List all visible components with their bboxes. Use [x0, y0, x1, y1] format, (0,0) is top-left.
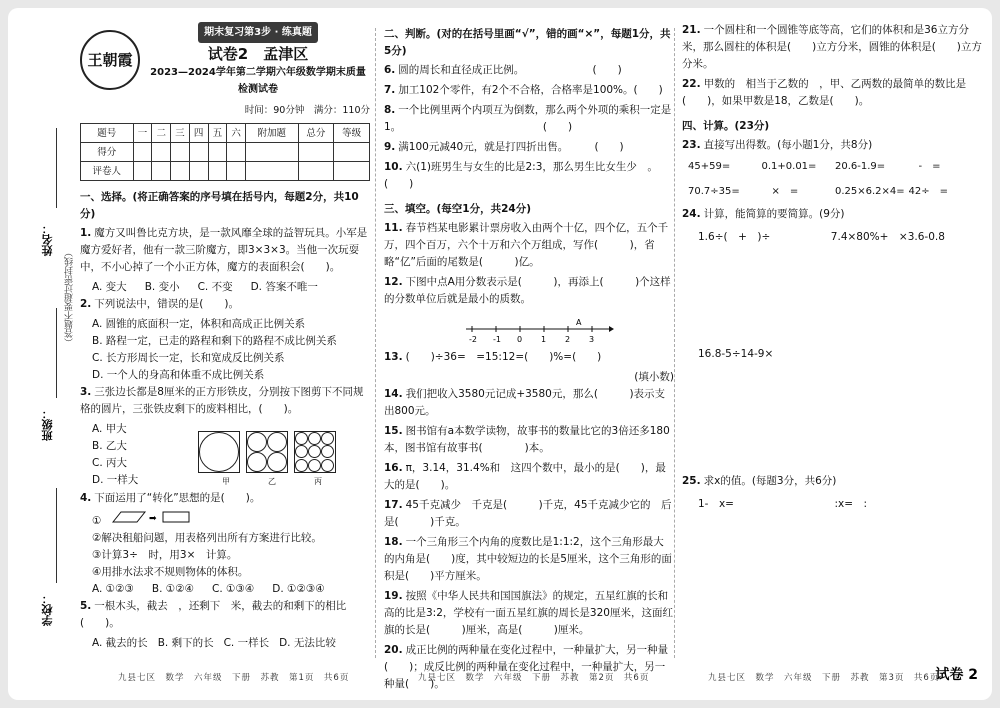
- tick-label: 3: [589, 335, 595, 343]
- time-info: 时间：90分钟 满分：110分: [244, 105, 370, 116]
- figure-yi: [246, 431, 288, 473]
- question-text: 一根木头，截去 ，还剩下 米，截去的和剩下的相比( )。: [80, 600, 347, 629]
- question-7: 7. 加工102个零件，有2个不合格，合格率是100%。( ): [384, 84, 663, 96]
- score-header: 总分: [298, 124, 334, 143]
- option-c[interactable]: C. 一样长: [223, 637, 270, 649]
- score-row-label: 评卷人: [81, 162, 134, 181]
- option-a[interactable]: A. 圆锥的底面积一定，体积和高成正比例关系: [92, 318, 306, 330]
- score-cell[interactable]: [246, 162, 299, 181]
- question-24: 24. 计算，能简算的要简算。(9分): [682, 208, 845, 220]
- question-text: 直接写出得数。(每小题1分，共8分): [703, 139, 873, 151]
- school-label: 学校：: [41, 593, 54, 626]
- question-text: ( )÷36= =15:12=( )%=( ): [405, 351, 602, 363]
- question-text: 满100元减40元，就是打四折出售。 ( ): [398, 141, 624, 153]
- score-cell[interactable]: [133, 162, 152, 181]
- equation-item: :x= :: [823, 498, 868, 510]
- q4-item-4: ④用排水法求不规则物体的体积。: [92, 566, 249, 578]
- question-text: 三张边长都是8厘米的正方形铁皮，分别按下图剪下不同规格的圆片，三张铁皮剩下的废料相比，( )。: [80, 386, 364, 415]
- question-3: 3. 三张边长都是8厘米的正方形铁皮，分别按下图剪下不同规格的圆片，三张铁皮剩下的废料相比，( )。: [80, 386, 364, 415]
- question-text: 下面运用了“转化”思想的是( )。: [94, 492, 261, 504]
- question-text: π，3.14，31.4%和 这四个数中，最小的是( )，最大的是( )。: [384, 462, 666, 491]
- question-text: 下图中点A用分数表示是( )，再添上( )个这样的分数单位后就是最小的质数。: [384, 276, 671, 305]
- score-cell[interactable]: [227, 143, 246, 162]
- score-cell[interactable]: [298, 162, 334, 181]
- option-a[interactable]: A. 截去的长: [92, 637, 148, 649]
- question-text: 求x的值。(每题3分，共6分): [703, 475, 837, 487]
- tick-label: -2: [469, 335, 477, 343]
- class-label: 班级：: [41, 408, 54, 441]
- equation-item: 1- x=: [698, 498, 734, 510]
- section-2-title: 二、判断。(对的在括号里画“√”，错的画“×”，每题1分，共5分): [384, 28, 671, 57]
- question-11: 11. 春节档某电影累计票房收入由两个十亿，四个亿，五个千万，四个百万，六个十万和六个万组成，写作( )，省略“亿”后面的尾数是( )亿。: [384, 222, 669, 268]
- paper-title: 试卷2 孟津区: [207, 45, 309, 63]
- option-b[interactable]: B. 变小: [144, 281, 180, 293]
- school-line: [56, 488, 57, 583]
- score-cell[interactable]: [208, 143, 227, 162]
- column-1: [80, 22, 370, 652]
- score-header: 附加题: [246, 124, 299, 143]
- question-text: 春节档某电影累计票房收入由两个十亿，四个亿，五个千万，四个百万，六个十万和六个万组成，写作( )，省略“亿”后面的尾数是( )亿。: [384, 222, 669, 268]
- question-6: 6. 圆的周长和直径成正比例。 ( ): [384, 64, 622, 76]
- score-cell[interactable]: [189, 162, 208, 181]
- option-a[interactable]: A. 甲大: [92, 423, 127, 435]
- section-1-title: 一、选择。(将正确答案的序号填在括号内，每题2分，共10分): [80, 191, 359, 220]
- calc-item: 20.6-1.9=: [835, 161, 886, 172]
- score-cell[interactable]: [334, 143, 370, 162]
- caption: 甲: [222, 477, 230, 486]
- score-cell[interactable]: [133, 143, 152, 162]
- score-header: 等级: [334, 124, 370, 143]
- question-text: 成正比例的两种量在变化过程中，一种量扩大，另一种量( )；成反比例的两种量在变化过程中，一种量扩大，另一种量( )。: [384, 644, 669, 690]
- parallelogram-to-rectangle-figure: [105, 510, 195, 524]
- question-1: 1. 魔方又叫鲁比克方块，是一款风靡全球的益智玩具。小军是魔方爱好者，他有一款三阶魔方，即3×3×3。当他一次玩耍中，不小心掉了一个小正方体，魔方的表面积会( )。: [80, 227, 368, 273]
- tick-label: 1: [541, 335, 547, 343]
- question-text: 按照《中华人民共和国国旗法》的规定，五星红旗的长和高的比是3:2，学校有一面五星红旗的周长是320厘米，这面红旗的长是( )厘米，高是( )厘米。: [384, 590, 673, 636]
- option-c[interactable]: C. ①③④: [212, 583, 255, 595]
- question-text: 一个三角形三个内角的度数比是1:1:2，这个三角形最大的内角是( )度，其中较短边的长是5厘米，这个三角形的面积是( )平方厘米。: [384, 536, 672, 582]
- option-b[interactable]: B. 路程一定，已走的路程和剩下的路程不成比例关系: [92, 335, 337, 347]
- option-d[interactable]: D. ①②③④: [272, 583, 325, 595]
- score-header: 五: [208, 124, 227, 143]
- caption: 乙: [268, 477, 276, 486]
- question-text: 甲数的 相当于乙数的 ，甲、乙两数的最简单的数比是( )，如果甲数是18，乙数是( )。: [682, 78, 967, 107]
- calc-item: 45+59=: [688, 161, 731, 172]
- calc-item: 7.4×80%+ ×3.6-0.8: [830, 231, 945, 243]
- score-cell[interactable]: [334, 162, 370, 181]
- tick-label: 0: [517, 335, 523, 343]
- question-2: 2. 下列说法中，错误的是( )。: [80, 298, 239, 310]
- point-a-label: A: [576, 318, 582, 327]
- calc-item: × =: [761, 186, 799, 197]
- question-25: 25. 求x的值。(每题3分，共6分): [682, 475, 837, 487]
- step-badge: 期末复习第3步 · 练真题: [198, 22, 318, 43]
- calc-item: 1.6÷( + )÷: [698, 231, 781, 243]
- question-21: 21. 一个圆柱和一个圆锥等底等高，它们的体积和是36立方分米，那么圆柱的体积是( )立方分米，圆锥的体积是( )立方分米。: [682, 24, 982, 70]
- calc-item: 0.1+0.01=: [761, 161, 817, 172]
- name-label: 姓名：: [41, 223, 54, 256]
- question-14: 14. 我们把收入3580元记成+3580元，那么( )表示支出800元。: [384, 388, 666, 417]
- column-2: [384, 22, 674, 696]
- question-text: 圆的周长和直径成正比例。 ( ): [398, 64, 622, 76]
- question-text: 一个比例里两个内项互为倒数，那么两个外项的乘积一定是1。 ( ): [384, 104, 672, 133]
- exam-sheet: [8, 8, 992, 700]
- score-cell[interactable]: [246, 143, 299, 162]
- q24-row: [698, 229, 982, 246]
- column-divider: [674, 28, 675, 658]
- q4-item-2: ②解决租船问题，用表格列出所有方案进行比较。: [92, 532, 322, 544]
- header-banner: [80, 22, 370, 98]
- score-cell[interactable]: [189, 143, 208, 162]
- option-d[interactable]: D. 答案不唯一: [250, 281, 318, 293]
- circle-figures: [198, 431, 370, 473]
- question-text: 一个圆柱和一个圆锥等底等高，它们的体积和是36立方分米，那么圆柱的体积是( )立方分米，圆锥的体积是( )立方分米。: [682, 24, 982, 70]
- score-header: 六: [227, 124, 246, 143]
- svg-text:➡: ➡: [148, 514, 157, 524]
- footer-page-3: 九县七区 数学 六年级 下册 苏教 第3页 共6页: [708, 673, 940, 683]
- option-b[interactable]: B. 乙大: [92, 440, 127, 452]
- brand-logo: 王朝霞: [80, 30, 140, 90]
- score-cell[interactable]: [298, 143, 334, 162]
- binding-strip: [8, 8, 75, 700]
- score-header: 一: [133, 124, 152, 143]
- option-d[interactable]: D. 无法比较: [279, 637, 336, 649]
- footer-page-2: 九县七区 数学 六年级 下册 苏教 第2页 共6页: [418, 673, 650, 683]
- question-5: 5. 一根木头，截去 ，还剩下 米，截去的和剩下的相比( )。: [80, 600, 347, 629]
- question-16: 16. π，3.14，31.4%和 这四个数中，最小的是( )，最大的是( )。: [384, 462, 666, 491]
- score-cell[interactable]: [152, 143, 171, 162]
- question-17: 17. 45千克减少 千克是( )千克，45千克减少它的 后是( )千克。: [384, 499, 672, 528]
- question-text: 加工102个零件，有2个不合格，合格率是100%。( ): [398, 84, 663, 96]
- figure-bing: [294, 431, 336, 473]
- question-20: 20. 成正比例的两种量在变化过程中，一种量扩大，另一种量( )；成反比例的两种量在变化过程中，一种量扩大，另一种量( )。: [384, 644, 669, 690]
- question-text: 计算，能简算的要简算。(9分): [703, 208, 845, 220]
- question-text: 图书馆有a本数学读物，故事书的数量比它的3倍还多180本，图书馆有故事书( )本。: [384, 425, 670, 454]
- figure-jia: [198, 431, 240, 473]
- question-text: 下列说法中，错误的是( )。: [94, 298, 239, 310]
- question-text: 魔方又叫鲁比克方块，是一款风靡全球的益智玩具。小军是魔方爱好者，他有一款三阶魔方，即3×3×3。当他一次玩耍中，不小心掉了一个小正方体，魔方的表面积会( )。: [80, 227, 368, 273]
- option-b[interactable]: B. ①②④: [151, 583, 195, 595]
- score-row-label: 得分: [81, 143, 134, 162]
- seal-warning: （答题不要超过密封线）: [65, 248, 75, 347]
- option-c[interactable]: C. 丙大: [92, 457, 128, 469]
- score-cell[interactable]: [208, 162, 227, 181]
- score-header: 三: [171, 124, 190, 143]
- score-cell[interactable]: [171, 143, 190, 162]
- score-cell[interactable]: [152, 162, 171, 181]
- calc-item: 0.25×6.2×4=: [835, 186, 905, 197]
- question-12: 12. 下图中点A用分数表示是( )，再添上( )个这样的分数单位后就是最小的质数。: [384, 276, 671, 305]
- question-text: 我们把收入3580元记成+3580元，那么( )表示支出800元。: [384, 388, 666, 417]
- option-d[interactable]: D. 一样大: [92, 474, 139, 486]
- column-divider: [375, 28, 376, 658]
- oral-calc-grid: [688, 158, 982, 200]
- column-3: [682, 22, 982, 513]
- question-23: 23. 直接写出得数。(每小题1分，共8分): [682, 139, 873, 151]
- q4-item-1: ① ➡: [80, 510, 370, 530]
- tick-label: -1: [493, 335, 501, 343]
- score-cell[interactable]: [171, 162, 190, 181]
- option-a[interactable]: A. ①②③: [92, 583, 134, 595]
- score-header: 题号: [81, 124, 134, 143]
- question-15: 15. 图书馆有a本数学读物，故事书的数量比它的3倍还多180本，图书馆有故事书( )本。: [384, 425, 670, 454]
- paper-tag: 试卷 2: [935, 667, 978, 683]
- question-8: 8. 一个比例里两个内项互为倒数，那么两个外项的乘积一定是1。 ( ): [384, 104, 672, 133]
- section-4-title: 四、计算。(23分): [682, 120, 770, 132]
- option-c[interactable]: C. 不变: [197, 281, 233, 293]
- caption: 丙: [314, 477, 322, 486]
- calc-item: 16.8-5÷14-9×: [698, 348, 774, 360]
- calc-item: 70.7÷35=: [688, 186, 740, 197]
- option-b[interactable]: B. 剩下的长: [157, 637, 214, 649]
- calc-item: 42÷ =: [908, 186, 948, 197]
- footer-page-1: 九县七区 数学 六年级 下册 苏教 第1页 共6页: [118, 673, 350, 683]
- option-a[interactable]: A. 变大: [92, 281, 127, 293]
- section-3-title: 三、填空。(每空1分，共24分): [384, 203, 532, 215]
- score-header: 二: [152, 124, 171, 143]
- question-4: 4. 下面运用了“转化”思想的是( )。: [80, 492, 261, 504]
- option-c[interactable]: C. 长方形周长一定，长和宽成反比例关系: [92, 352, 285, 364]
- name-line: [56, 128, 57, 208]
- q13-note: (填小数): [634, 371, 674, 383]
- question-13: 13. ( )÷36= =15:12=( )%=( ): [384, 351, 602, 363]
- score-cell[interactable]: [227, 162, 246, 181]
- question-9: 9. 满100元减40元，就是打四折出售。 ( ): [384, 141, 624, 153]
- class-line: [56, 308, 57, 398]
- question-text: 六(1)班男生与女生的比是2:3，那么男生比女生少 。( ): [384, 161, 658, 190]
- question-10: 10. 六(1)班男生与女生的比是2:3，那么男生比女生少 。( ): [384, 161, 658, 190]
- question-18: 18. 一个三角形三个内角的度数比是1:1:2，这个三角形最大的内角是( )度，其中较短边的长是5厘米，这个三角形的面积是( )平方厘米。: [384, 536, 672, 582]
- paper-subtitle: 2023—2024学年第二学期六年级数学期末质量检测试卷: [150, 67, 366, 95]
- q25-row: [698, 496, 982, 513]
- option-d[interactable]: D. 一个人的身高和体重不成比例关系: [92, 369, 265, 381]
- calc-item: - =: [908, 161, 941, 172]
- score-header: 四: [189, 124, 208, 143]
- tick-label: 2: [565, 335, 571, 343]
- score-table: [80, 123, 370, 181]
- number-line: [464, 317, 614, 343]
- question-19: 19. 按照《中华人民共和国国旗法》的规定，五星红旗的长和高的比是3:2，学校有一面五星红旗的周长是320厘米，这面红旗的长是( )厘米，高是( )厘米。: [384, 590, 673, 636]
- q4-item-3: ③计算3÷ 时，用3× 计算。: [92, 549, 238, 561]
- question-text: 45千克减少 千克是( )千克，45千克减少它的 后是( )千克。: [384, 499, 672, 528]
- question-22: 22. 甲数的 相当于乙数的 ，甲、乙两数的最简单的数比是( )，如果甲数是18，乙数是( )。: [682, 78, 967, 107]
